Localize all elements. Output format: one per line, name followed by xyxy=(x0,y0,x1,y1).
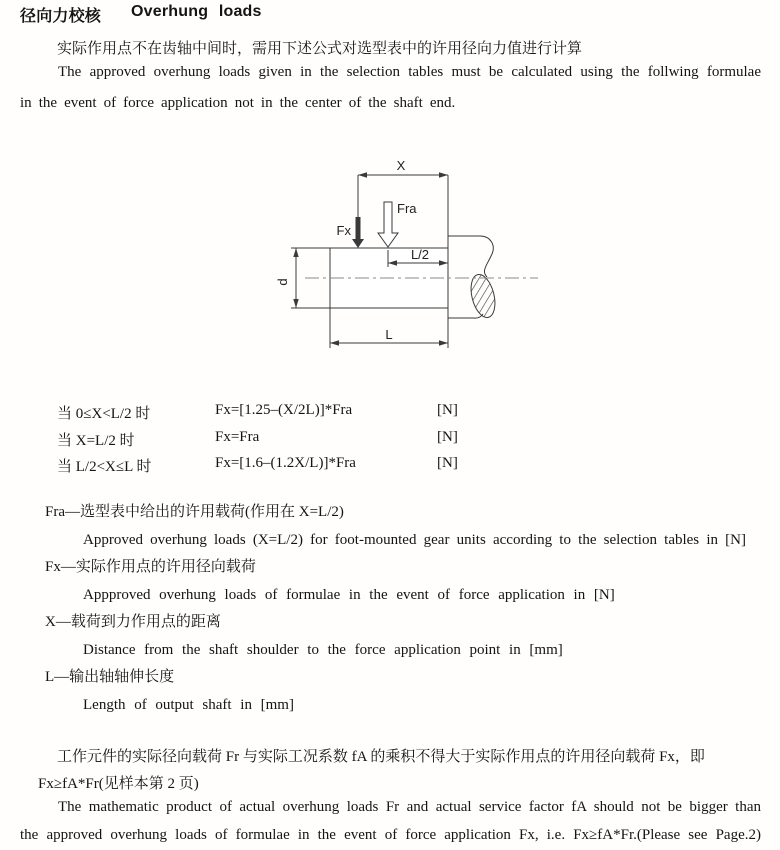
page-title xyxy=(20,3,262,26)
formula-expression: Fx=[1.6–(1.2X/L)]*Fra xyxy=(215,455,356,471)
shaft-load-diagram xyxy=(275,155,555,360)
definition-term: Fra—选型表中给出的许用载荷(作用在 X=L/2) xyxy=(45,504,344,520)
definition-description: Appproved overhung loads of formulae in the event of force application in [N] xyxy=(83,586,615,603)
formula-expression: Fx=Fra xyxy=(215,428,260,445)
formula-row xyxy=(57,429,537,456)
definition-description: Distance from the shaft shoulder to the force application point in [mm] xyxy=(83,641,563,658)
housing-outline xyxy=(448,236,493,277)
definition-description: Length of output shaft in [mm] xyxy=(83,696,294,713)
definition-term: X—载荷到力作用点的距离 xyxy=(45,614,221,630)
formula-row xyxy=(57,455,537,482)
label-l-dim: L xyxy=(385,327,393,342)
formula-row xyxy=(57,402,537,429)
formula-condition: 当 X=L/2 时 xyxy=(57,432,135,449)
intro-paragraph-cn: 实际作用点不在齿轴中间时，需用下述公式对选型表中的许用径向力值进行计算 xyxy=(57,41,583,57)
label-fx-force: Fx xyxy=(336,223,351,238)
definition-term: Fx—实际作用点的许用径向载荷 xyxy=(45,559,256,575)
label-x-dim: X xyxy=(396,158,406,173)
break-section-hatch xyxy=(467,272,499,320)
intro-paragraph-en: The approved overhung loads given in the selection tables must be calculated using the follwing formulae in the event of force application not in the center of the shaft end. xyxy=(20,64,761,111)
label-l-half-dim: L/2 xyxy=(410,247,430,262)
housing-bottom-edge xyxy=(448,314,483,318)
symbol-definitions xyxy=(45,499,746,719)
formula-condition: 当 0≤X<L/2 时 xyxy=(57,406,151,422)
definition-description: Approved overhung loads (X=L/2) for foot-mounted gear units according to the selection tables in [N] xyxy=(83,531,746,548)
formula-unit: [N] xyxy=(437,455,458,471)
label-d-dim: d xyxy=(275,278,290,286)
page-title-cn: 径向力校核 xyxy=(20,8,102,25)
note-paragraph-en: The mathematic product of actual overhung loads Fr and actual service factor fA should not be bigger than the approved overhung loads of formulae in the event of force application Fx, i.e. Fx≥fA*Fr.(Please see Page.2) xyxy=(20,799,761,843)
formula-unit: [N] xyxy=(437,402,458,418)
label-fra-force: Fra xyxy=(397,201,417,216)
definition-term: L—输出轴轴伸长度 xyxy=(45,669,175,685)
formula-expression: Fx=[1.25–(X/2L)]*Fra xyxy=(215,402,353,418)
formula-condition: 当 L/2<X≤L 时 xyxy=(57,459,152,475)
note-paragraph-cn-line2: Fx≥fA*Fr(见样本第 2 页) xyxy=(38,776,199,792)
fra-arrow xyxy=(378,202,398,247)
formula-unit: [N] xyxy=(437,428,458,445)
formula-table xyxy=(57,402,537,482)
note-paragraph-cn-line1: 工作元件的实际径向载荷 Fr 与实际工况系数 fA 的乘积不得大于实际作用点的许用径向载荷 Fx，即 xyxy=(57,749,705,765)
page-title-en: Overhung loads xyxy=(131,3,262,20)
